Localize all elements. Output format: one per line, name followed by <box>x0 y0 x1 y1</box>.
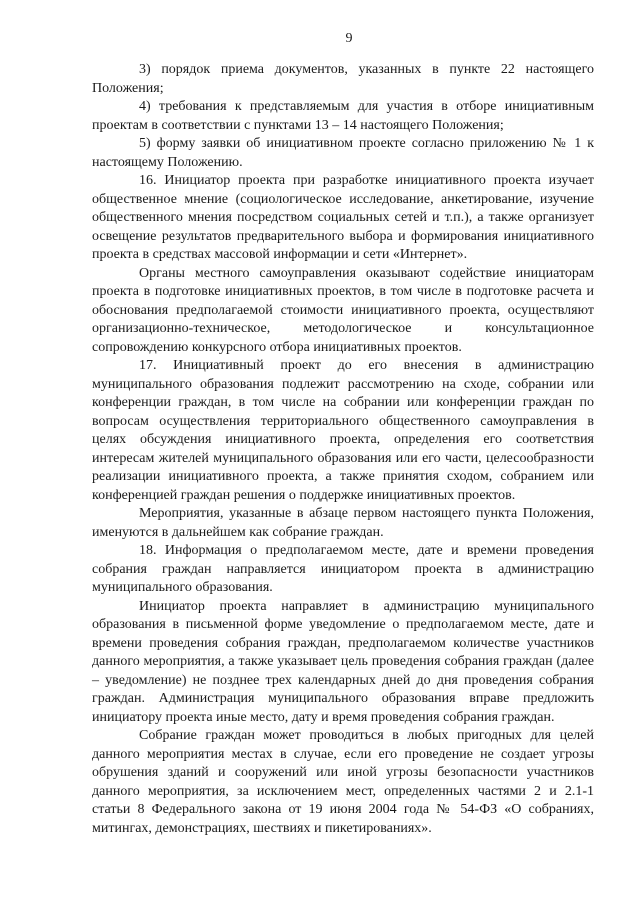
paragraph-item-3: 3) порядок приема документов, указанных в пункте 22 настоящего Положения; <box>92 62 594 96</box>
paragraph-item-5: 5) форму заявки об инициативном проекте согласно приложению № 1 к настоящему Положению. <box>92 136 594 170</box>
paragraph-section-16: 16. Инициатор проекта при разработке инициативного проекта изучает общественное мнение (социологическое исследование, анкетирование, изучение общественного мнения посредством социальных сетей и т.п.), а также организует освещение результатов предварительного выбора и формирования инициативного проекта в средствах массовой информации и сети «Интернет». <box>92 173 594 262</box>
paragraph-section-18: 18. Информация о предполагаемом месте, дате и времени проведения собрания граждан направляется инициатором проекта в администрацию муниципального образования. <box>92 543 594 595</box>
paragraph-meeting-location: Собрание граждан может проводиться в любых пригодных для целей данного мероприятия местах в случае, если его проведение не создает угрозы обрушения зданий и сооружений или иной угрозы безопасности участников данного мероприятия, за исключением мест, определенных частями 2 и 2.1-1 статьи 8 Федерального закона от 19 июня 2004 года № 54-ФЗ «О собраниях, митингах, демонстрациях, шествиях и пикетированиях». <box>92 728 594 836</box>
paragraph-item-4: 4) требования к представляемым для участия в отборе инициативным проектам в соответствии с пунктами 13 – 14 настоящего Положения; <box>92 99 594 133</box>
paragraph-notification: Инициатор проекта направляет в администрацию муниципального образования в письменной форме уведомление о предполагаемом месте, дате и времени проведения собрания граждан, предполагаемом количестве участников данного мероприятия, а также указывает цель проведения собрания граждан (далее – уведомление) не позднее трех календарных дней до дня проведения собрания граждан. Администрация муниципального образования вправе предложить инициатору проекта иные место, дату и время проведения собрания граждан. <box>92 598 594 725</box>
paragraph-section-17: 17. Инициативный проект до его внесения в администрацию муниципального образования подлежит рассмотрению на сходе, собрании или конференции граждан, в том числе на собрании или конференции граждан по вопросам осуществления территориального общественного самоуправления в целях обсуждения инициативного проекта, определения его соответствия интересам жителей муниципального образования или его части, целесообразности реализации инициативного проекта, а также принятия сходом, собранием или конференцией граждан решения о поддержке инициативных проектов. <box>92 358 594 503</box>
paragraph-events-definition: Мероприятия, указанные в абзаце первом настоящего пункта Положения, именуются в дальнейшем как собрание граждан. <box>92 506 594 540</box>
paragraph-local-government-support: Органы местного самоуправления оказывают содействие инициаторам проекта в подготовке инициативных проектов, в том числе в подготовке расчета и обоснования предполагаемой стоимости инициативного проекта, осуществляют организационно-техническое, методологическое и консультационное сопровождению конкурсного отбора инициативных проектов. <box>92 265 594 355</box>
page-number: 9 <box>345 31 353 46</box>
